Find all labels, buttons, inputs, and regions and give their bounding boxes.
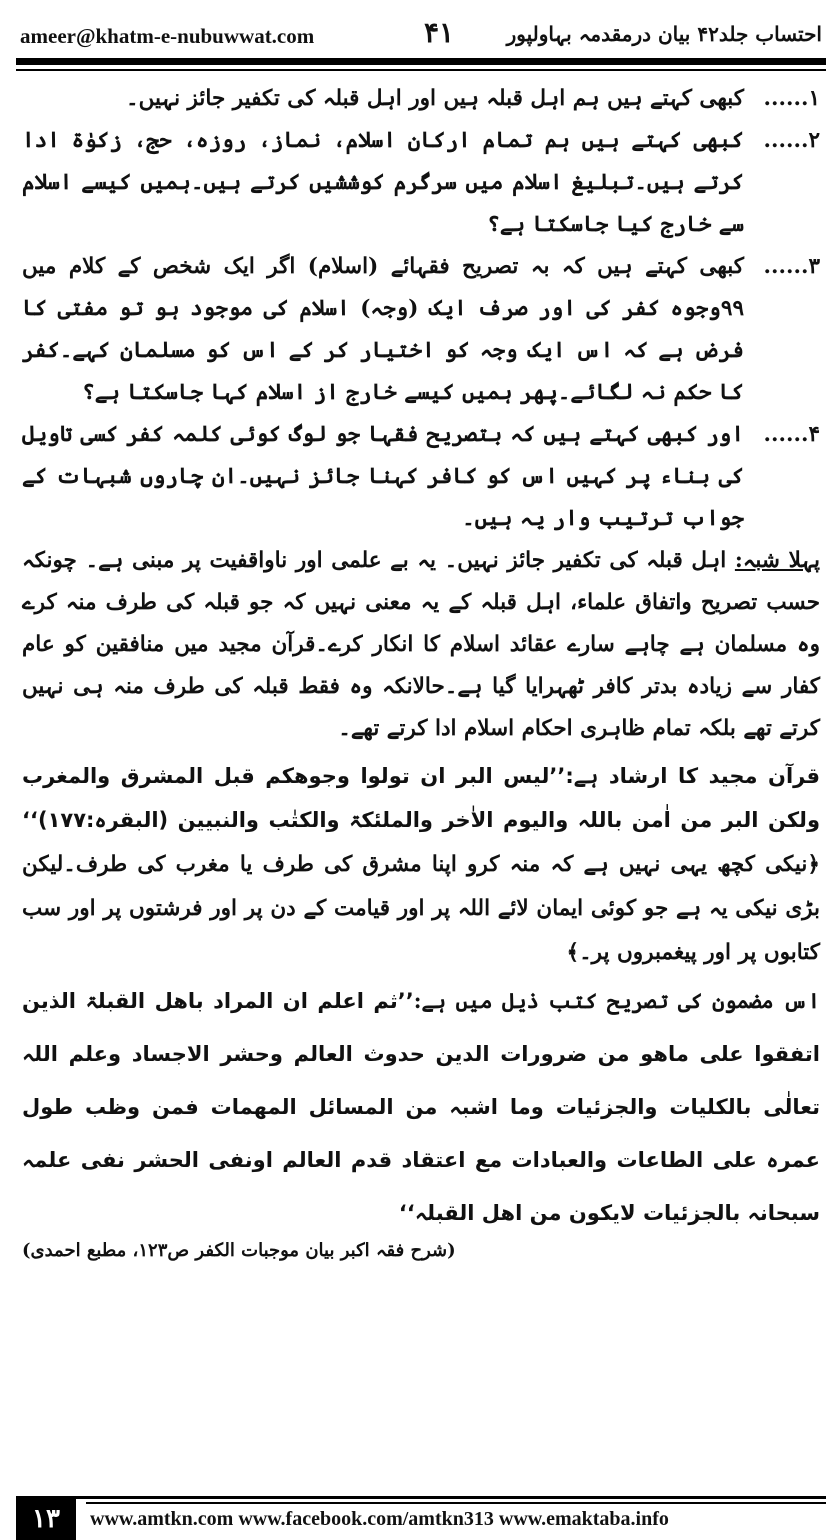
quran-arabic: ’’لیس البر ان تولوا وجوھکم قبل المشرق والمغرب ولکن البر من اٰمن باللہ والیوم الاٰخر والملئکۃ والکتٰب والنبیین (البقرہ:۱۷۷)‘‘	[22, 764, 820, 832]
list-item-text: کبھی کہتے ہیں ہم تمام ارکان اسلام، نماز، روزہ، حج، زکوٰۃ ادا کرتے ہیں۔تبلیغ اسلام میں سرگرم کوششیں کرتے ہیں۔ہمیں کیسے اسلام سے خارج کیا جاسکتا ہے؟	[22, 128, 744, 237]
list-item-text: کبھی کہتے ہیں ہم اہل قبلہ ہیں اور اہل قبلہ کی تکفیر جائز نہیں۔	[126, 86, 744, 111]
explanation-arabic: ’’ثم اعلم ان المراد باھل القبلۃ الذین اتفقوا علی ماھو من ضرورات الدین حدوث العالم وحشر الاجساد وعلم اللہ تعالٰی بالکلیات والجزئیات وما اشبہ من المسائل المھمات فمن وظب طول عمرہ علی الطاعات والعبادات مع اعتقاد قدم العالم اونفی الحشر نفی علمہ سبحانہ بالجزئیات لایکون من اھل القبلہ‘‘	[22, 989, 820, 1225]
quran-translation: ﴿نیکی کچھ یہی نہیں ہے کہ منہ کرو اپنا مشرق کی طرف یا مغرب کی طرف۔لیکن بڑی نیکی یہ ہے جو کوئی ایمان لائے اللہ پر اور قیامت کے دن پر اور فرشتوں پر اور سب کتابوں پر اور پیغمبروں پر۔﴾	[22, 852, 820, 965]
first-doubt-text: اہل قبلہ کی تکفیر جائز نہیں۔ یہ بے علمی اور ناواقفیت پر مبنی ہے۔ چونکہ حسب تصریح واتفاق علماء، اہل قبلہ کے یہ معنی نہیں کہ جو قبلہ کی طرف منہ کرے وہ مسلمان ہے چاہے سارے عقائد اسلام کا انکار کرے۔قرآن مجید میں منافقین کو عام کفار سے زیادہ بدتر کافر ٹھہرایا گیا ہے۔حالانکہ وہ فقط قبلہ کی طرف منہ ہی نہیں کرتے تھے بلکہ تمام ظاہری احکام اسلام ادا کرتے تھے۔	[22, 548, 820, 741]
header-rule-thick	[16, 58, 826, 65]
quran-intro: قرآن مجید کا ارشاد ہے:	[565, 764, 820, 788]
footer-rule-thin	[86, 1502, 826, 1504]
footer-page-number: ۱۳	[16, 1498, 76, 1540]
list-item-text: کبھی کہتے ہیں کہ بہ تصریح فقہائے (اسلام) اگر ایک شخص کے کلام میں ۹۹وجوہ کفر کی اور صرف ایک (وجہ) اسلام کی موجود ہو تو مفتی کا فرض ہے کہ اس ایک وجہ کو اختیار کر کے اس کو مسلمان کہے۔کفر کا حکم نہ لگائے۔پھر ہمیں کیسے خارج از اسلام کہا جاسکتا ہے؟	[22, 254, 744, 405]
list-item-text: اور کبھی کہتے ہیں کہ بتصریح فقہا جو لوگ کوئی کلمہ کفر کسی تاویل کی بناء پر کہیں اس کو کافر کہنا جائز نہیں۔ان چاروں شبہات کے جواب ترتیب وار یہ ہیں۔	[22, 422, 744, 531]
page-header	[14, 14, 826, 56]
page-body	[22, 78, 820, 1261]
explanation-paragraph	[22, 974, 820, 1240]
list-item-number: ۱......	[763, 86, 820, 111]
header-email: ameer@khatm-e-nubuwwat.com	[20, 24, 315, 48]
first-doubt-label: پہلا شبہ:	[734, 548, 820, 573]
list-item-number: ۴......	[763, 422, 820, 447]
list-item-number: ۲......	[763, 128, 820, 153]
header-running-title: احتساب جلد۴۲ بیان درمقدمہ بہاولپور	[506, 22, 822, 46]
list-item	[22, 120, 820, 246]
reference-row	[22, 1240, 820, 1261]
list-item	[22, 414, 820, 540]
footer-rule	[16, 1496, 826, 1499]
header-rule-thin	[16, 69, 826, 71]
list-item	[22, 246, 820, 414]
explanation-reference: (شرح فقہ اکبر بیان موجبات الکفر ص۱۲۳، مطبع احمدی)	[22, 1240, 456, 1261]
footer-urls: www.amtkn.com www.facebook.com/amtkn313 www.emaktaba.info	[90, 1508, 669, 1530]
list-item-number: ۳......	[763, 254, 820, 279]
quran-paragraph	[22, 754, 820, 974]
explanation-intro: اس مضمون کی تصریح کتب ذیل میں ہے:	[413, 988, 820, 1013]
first-doubt-paragraph	[22, 540, 820, 750]
header-page-number: ۴۱	[424, 16, 455, 49]
list-item	[22, 78, 820, 120]
